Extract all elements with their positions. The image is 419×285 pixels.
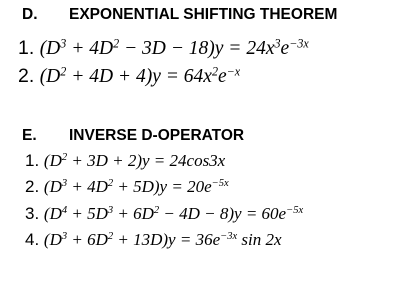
- equation-e1: 1. $(D^2 + 3D + 2)y = 24\cos 3x$: [25, 151, 226, 170]
- equation-d1: 1. $(D^3 + 4D^2 - 3D - 18)y = 24x^3e^{-3x}$: [18, 36, 309, 59]
- section-e-title: INVERSE D-OPERATOR: [69, 127, 245, 144]
- equation-e3: 3. $(D^4 + 5D^3 + 6D^2 - 4D - 8)y = 60e^{-5x}$: [25, 204, 304, 223]
- equation-d2: 2. $(D^2 + 4D + 4)y = 64x^2e^{-x}$: [18, 64, 241, 87]
- section-d-heading: [22, 6, 337, 24]
- section-e-number: E.: [22, 127, 37, 144]
- section-e-heading: [22, 127, 244, 145]
- equation-e2: 2. $(D^3 + 4D^2 + 5D)y = 20e^{-5x}$: [25, 177, 229, 196]
- section-d-title: EXPONENTIAL SHIFTING THEOREM: [69, 6, 338, 23]
- section-d-number: D.: [22, 6, 38, 23]
- equation-e4: 4. $(D^3 + 6D^2 + 13D)y = 36e^{-3x}$ sin 2x: [25, 230, 282, 249]
